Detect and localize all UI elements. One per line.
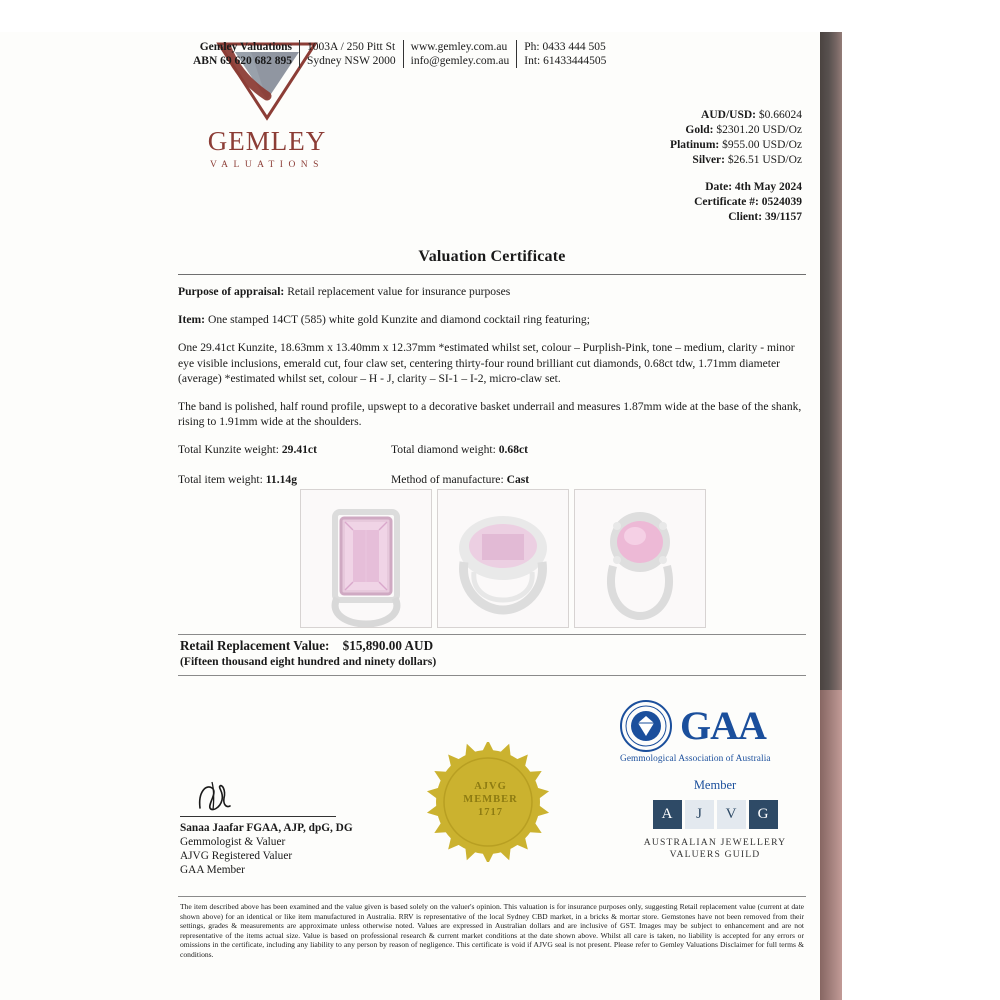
company-phone-row — [517, 40, 614, 54]
spec-value: 11.14g — [265, 473, 297, 487]
phone-label: Ph: — [524, 41, 540, 53]
page-top-margin — [0, 0, 1000, 32]
ring-front-view — [300, 489, 432, 628]
value-label: Retail Replacement Value: — [180, 638, 330, 653]
band-paragraph: The band is polished, half round profile, upswept to a decorative basket underrail and measures 1.87mm wide at the base of the shank, rising to 1.91mm wide at the shoulders. — [178, 400, 802, 429]
gaa-subtitle: Gemmological Association of Australia — [620, 754, 771, 764]
rate-label: Gold: — [685, 124, 714, 136]
table-row — [186, 40, 613, 54]
page-title — [178, 248, 806, 266]
valuer-membership: GAA Member — [180, 864, 245, 876]
seal-text — [413, 780, 568, 819]
logo-subtitle: VALUATIONS — [210, 160, 324, 170]
value-divider-bottom — [178, 675, 806, 676]
guild-line-2: VALUERS GUILD — [669, 849, 761, 860]
gaa-ajvg-block — [620, 700, 810, 861]
meta-row-client — [694, 210, 802, 225]
company-intl-row — [517, 54, 614, 68]
intl-value: 61433444505 — [543, 55, 607, 67]
value-amount: $15,890.00 AUD — [342, 638, 434, 653]
certificate-label: Certificate #: — [694, 196, 759, 208]
seal-line-2: MEMBER — [463, 794, 518, 805]
table-row — [186, 54, 613, 68]
spec-value: 0.68ct — [498, 443, 529, 457]
seal-line-1: AJVG — [474, 781, 507, 792]
specs-grid — [178, 442, 806, 486]
valuer-registration: AJVG Registered Valuer — [180, 850, 293, 862]
spec-right — [391, 442, 528, 457]
intl-label: Int: — [524, 55, 541, 67]
signature-line — [180, 816, 336, 817]
specs-row — [178, 442, 806, 464]
company-address-line2: Sydney NSW 2000 — [300, 54, 404, 68]
spec-left — [178, 472, 297, 487]
phone-value: 0433 444 505 — [542, 41, 606, 53]
logo-wordmark: GEMLEY — [207, 126, 327, 156]
rate-label: Silver: — [692, 154, 725, 166]
rate-row — [670, 153, 802, 168]
company-name: Gemley Valuations — [199, 41, 293, 53]
purpose-text: Retail replacement value for insurance purposes — [287, 285, 511, 298]
ajvg-guild-name — [620, 837, 810, 861]
value-divider-top — [178, 634, 806, 635]
spec-right — [391, 472, 529, 487]
rate-row — [670, 123, 802, 138]
certificate-body — [178, 284, 806, 486]
signature-mark — [180, 780, 353, 814]
gaa-logo-row — [620, 700, 810, 752]
client-value: 39/1157 — [764, 211, 802, 223]
company-abn: ABN 69 620 682 895 — [193, 55, 293, 67]
company-website: www.gemley.com.au — [403, 40, 517, 54]
scan-shadow-band-lower — [820, 690, 842, 1000]
page-right-margin — [842, 0, 1000, 1000]
item-photographs — [300, 489, 706, 628]
ring-side-view — [437, 489, 569, 628]
spec-label: Method of manufacture: — [391, 473, 504, 487]
ajvg-tile-a: A — [653, 800, 682, 829]
ajvg-tile-v: V — [717, 800, 746, 829]
metal-rates — [670, 108, 802, 168]
spec-label: Total diamond weight: — [391, 443, 496, 457]
purpose-label: Purpose of appraisal: — [178, 285, 285, 298]
certificate-meta — [694, 180, 802, 225]
ajvg-gold-seal — [413, 742, 568, 867]
value-words: (Fifteen thousand eight hundred and ninety dollars) — [180, 655, 437, 668]
client-label: Client: — [728, 211, 763, 223]
meta-row-certificate — [694, 195, 802, 210]
company-contact-table — [186, 40, 613, 68]
title-divider — [178, 274, 806, 275]
item-paragraph — [178, 312, 806, 327]
date-label: Date: — [705, 181, 733, 193]
rate-value: $955.00 USD/Oz — [722, 139, 802, 151]
ajvg-logo-tiles — [620, 800, 810, 829]
rate-value: $0.66024 — [758, 109, 802, 121]
meta-row-date — [694, 180, 802, 195]
description-paragraph: One 29.41ct Kunzite, 18.63mm x 13.40mm x 12.37mm *estimated whilst set, colour – Purplish-Pink, tone – medium, clarity - minor eye visible inclusions, emerald cut, four claw set, centering thirty-four round brilliant cut diamonds, 0.68ct tdw, 1.71mm diameter (average) *estimated whilst set, colour – H - J, clarity – SI-1 – I-2, micro-claw set. — [178, 341, 795, 385]
ajvg-tile-g: G — [749, 800, 778, 829]
spec-label: Total Kunzite weight: — [178, 443, 279, 457]
rate-row — [670, 108, 802, 123]
spec-left — [178, 442, 317, 457]
company-address-line1: 1003A / 250 Pitt St — [300, 40, 404, 54]
rate-row — [670, 138, 802, 153]
valuer-name: Sanaa Jaafar FGAA, AJP, dpG, DG — [180, 822, 353, 834]
rate-value: $26.51 USD/Oz — [727, 154, 802, 166]
valuer-role: Gemmologist & Valuer — [180, 836, 286, 848]
certificate-value: 0524039 — [761, 196, 802, 208]
spec-value: 29.41ct — [281, 443, 317, 457]
gaa-seal-icon — [620, 700, 672, 752]
gaa-word: GAA — [680, 703, 766, 748]
disclaimer-text: The item described above has been examined and the value given is based solely on the valuer's opinion. This valuation is for insurance purposes only, suggesting Retail replacement value (current at date shown above) for an identical or like item manufactured in Australia. RRV is representative of the local Sydney CBD market, in a bricks & mortar store. Gemstones have not been removed from their settings, grades & measurements are approximate unless otherwise noted. Values are expressed in Australian dollars and are inclusive of GST. Images may be subject to enhancement and are not representative of the items actual size. Value is based on professional research & current market conditions at the date shown above. Whilst all care is taken, no liability is accepted for any errors or omissions in the certificate, including any liability to any person by reason of negligence. This certificate is void if AJVG seal is not present. Please refer to Gemley Valuations Disclaimer for full terms & conditions. — [180, 902, 804, 959]
page-title-text: Valuation Certificate — [418, 248, 566, 265]
date-value: 4th May 2024 — [734, 181, 802, 193]
spec-label: Total item weight: — [178, 473, 263, 487]
ajvg-tile-j: J — [685, 800, 714, 829]
item-text: One stamped 14CT (585) white gold Kunzite and diamond cocktail ring featuring; — [207, 313, 590, 327]
seal-line-3: 1717 — [478, 807, 503, 818]
valuer-signature-block — [180, 780, 353, 877]
member-label: Member — [693, 778, 737, 792]
retail-replacement-value — [180, 638, 436, 670]
item-label: Item: — [178, 313, 206, 327]
purpose-paragraph — [178, 284, 806, 299]
spec-value: Cast — [506, 473, 530, 487]
value-row — [180, 638, 436, 654]
disclaimer-divider — [178, 896, 806, 897]
guild-line-1: AUSTRALIAN JEWELLERY — [643, 837, 787, 848]
company-email: info@gemley.com.au — [403, 54, 517, 68]
rate-value: $2301.20 USD/Oz — [716, 124, 802, 136]
ring-top-view — [574, 489, 706, 628]
rate-label: Platinum: — [670, 139, 720, 151]
rate-label: AUD/USD: — [701, 109, 756, 121]
